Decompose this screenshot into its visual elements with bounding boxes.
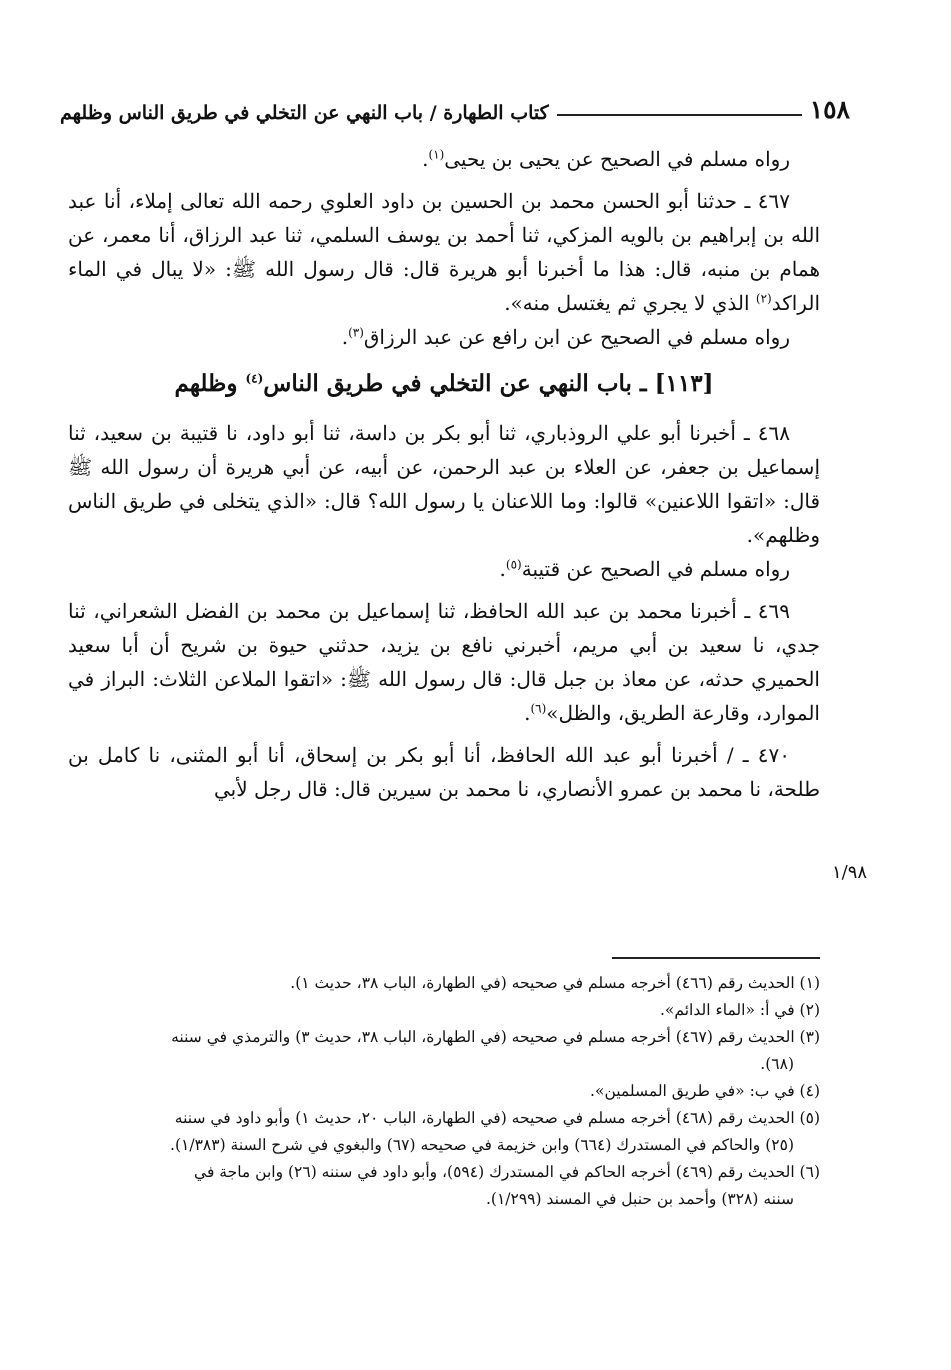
paragraph-1: رواه مسلم في الصحيح عن يحيى بن يحيى$^{(١)}$. (422, 147, 790, 171)
footnote-ref-2: (٢) (755, 291, 772, 306)
running-header (60, 84, 850, 124)
hadith-470: ٤٧٠ ـ / أخبرنا أبو عبد الله الحافظ، أنا أبو بكر بن إسحاق، أنا أبو المثنى، نا كامل بن طلحة، نا محمد بن عمرو الأنصاري، نا محمد بن سيرين قال: قال رجل لأبي (68, 743, 820, 801)
main-text (68, 142, 820, 806)
footnote-ref-3: (٣) (348, 325, 364, 340)
footnote-1: (١) الحديث رقم (٤٦٦) أخرجه مسلم في صحيحه (في الطهارة، الباب ٣٨، حديث ١). (290, 974, 820, 992)
footnote-3: (٣) الحديث رقم (٤٦٧) أخرجه مسلم في صحيحه (في الطهارة، الباب ٣٨، حديث ٣) والترمذي في سننه (٦٨). (171, 1028, 820, 1073)
header-rule (557, 114, 802, 116)
paragraph-3: رواه مسلم في الصحيح عن ابن رافع عن عبد الرزاق$^{(٣)}$. (341, 325, 790, 349)
footnote-4: (٤) في ب: «في طريق المسلمين». (590, 1082, 820, 1100)
running-title: كتاب الطهارة / باب النهي عن التخلي في طريق الناس وظلهم (60, 102, 549, 124)
page-number: ١٥٨ (809, 95, 850, 124)
hadith-469: ٤٦٩ ـ أخبرنا محمد بن عبد الله الحافظ، ثنا إسماعيل بن محمد بن الفضل الشعراني، ثنا جدي، نا سعيد بن أبي مريم، أخبرني نافع بن يزيد، حدثني حيوة بن شريح أن أبا سعيد الحميري حدثه، عن معاذ بن جبل قال: قال رسول الله ﷺ: «اتقوا الملاعن الثلاث: البراز في الموارد، وقارعة الطريق، والظل»$^{(٦)}$. (68, 599, 820, 725)
hadith-467: ٤٦٧ ـ حدثنا أبو الحسن محمد بن الحسين بن داود العلوي رحمه الله تعالى إملاء، أنا عبد الله بن إبراهيم بن بالويه المزكي، ثنا أحمد بن يوسف السلمي، ثنا عبد الرزاق، أنا معمر، عن همام بن منبه، قال: هذا ما أخبرنا أبو هريرة قال: قال رسول الله ﷺ: «لا يبال في الماء الراكد$^{(٢)}$ الذي لا يجري ثم يغتسل منه». (68, 189, 820, 315)
footnote-6: (٦) الحديث رقم (٤٦٩) أخرجه الحاكم في المستدرك (٥٩٤)، وأبو داود في سننه (٢٦) وابن ماجة في سننه (٣٢٨) وأحمد بن حنبل في المسند (١/٢٩٩). (194, 1163, 820, 1208)
footnote-ref-6: (٦) (530, 701, 547, 716)
footnote-5: (٥) الحديث رقم (٤٦٨) أخرجه مسلم في صحيحه (في الطهارة، الباب ٢٠، حديث ١) وأبو داود في سننه (٢٥) والحاكم في المستدرك (٦٦٤) وابن خزيمة في صحيحه (٦٧) والبغوي في شرح السنة (١/٣٨٣). (170, 1109, 820, 1154)
footnote-ref-4: (٤) (245, 371, 264, 386)
paragraph-5: رواه مسلم في الصحيح عن قتيبة$^{(٥)}$. (499, 557, 790, 581)
footnotes (56, 970, 820, 1213)
footnote-ref-5: (٥) (505, 557, 522, 572)
footnote-2: (٢) في أ: «الماء الدائم». (660, 1001, 820, 1019)
hadith-468: ٤٦٨ ـ أخبرنا أبو علي الروذباري، ثنا أبو بكر بن داسة، ثنا أبو داود، نا قتيبة بن سعيد، ثنا إسماعيل بن جعفر، عن العلاء بن عبد الرحمن، عن أبيه، عن أبي هريرة أن رسول الله ﷺ قال: «اتقوا اللاعنين» قالوا: وما اللاعنان يا رسول الله؟ قال: «الذي يتخلى في طريق الناس وظلهم». (68, 421, 820, 547)
chapter-heading: [١١٣] ـ باب النهي عن التخلي في طريق الناس$^{(٤)}$ وظلهم (174, 370, 714, 397)
manuscript-folio-note: ١/٩٨ (832, 862, 868, 883)
footnote-separator (612, 957, 820, 959)
footnote-ref-1: (١) (428, 147, 445, 162)
